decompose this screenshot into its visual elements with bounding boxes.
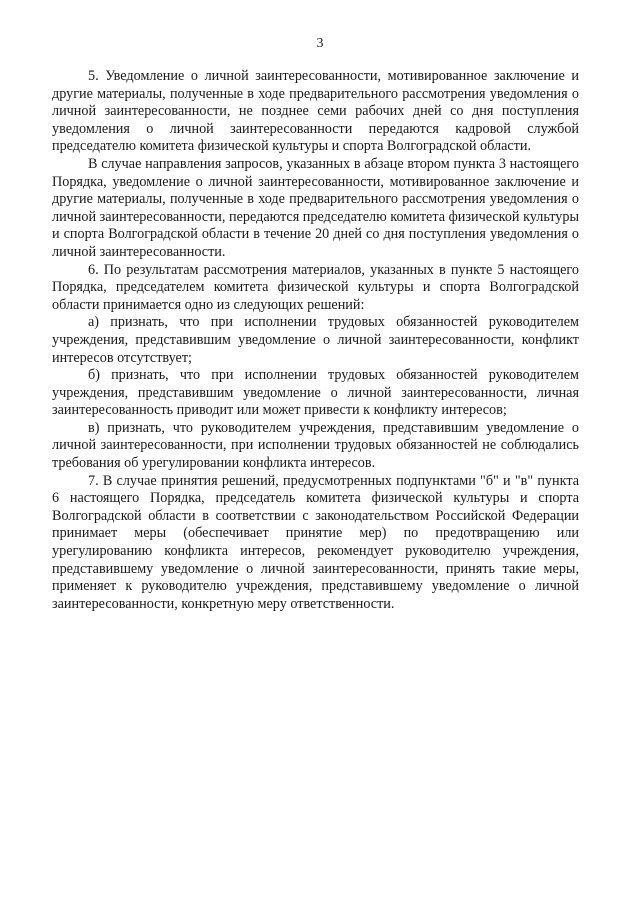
document-body bbox=[52, 68, 579, 613]
paragraph-item-7: 7. В случае принятия решений, предусмотренных подпунктами "б" и "в" пункта 6 настоящего Порядка, председатель комитета физической культуры и спорта Волгоградской области в соответствии с законодательством Российской Федерации принимает меры (обеспечивает принятие мер) по предотвращению или урегулированию конфликта интересов, рекомендует руководителю учреждения, представившему уведомление о личной заинтересованности, принять такие меры, применяет к руководителю учреждения, представившему уведомление о личной заинтересованности, конкретную меру ответственности. bbox=[52, 472, 579, 612]
paragraph-item-5: 5. Уведомление о личной заинтересованности, мотивированное заключение и другие материалы, полученные в ходе предварительного рассмотрения уведомления о личной заинтересованности, не позднее семи рабочих дней со дня поступления уведомления о личной заинтересованности передаются кадровой службой председателю комитета физической культуры и спорта Волгоградской области. bbox=[52, 68, 579, 155]
paragraph-requests-case: В случае направления запросов, указанных в абзаце втором пункта 3 настоящего Порядка, уведомление о личной заинтересованности, мотивированное заключение и другие материалы, полученные в ходе предварительного рассмотрения уведомления о личной заинтересованности, передаются председателю комитета физической культуры и спорта Волгоградской области в течение 20 дней со дня поступления уведомления о личной заинтересованности. bbox=[52, 155, 579, 260]
paragraph-decision-b: б) признать, что при исполнении трудовых обязанностей руководителем учреждения, представившим уведомление о личной заинтересованности, личная заинтересованность приводит или может привести к конфликту интересов; bbox=[52, 367, 579, 419]
page-number: 3 bbox=[316, 36, 324, 51]
paragraph-decision-a: а) признать, что при исполнении трудовых обязанностей руководителем учреждения, представившим уведомление о личной заинтересованности, конфликт интересов отсутствует; bbox=[52, 314, 579, 366]
paragraph-decision-c: в) признать, что руководителем учреждения, представившим уведомление о личной заинтересованности, при исполнении трудовых обязанностей не соблюдались требования об урегулировании конфликта интересов. bbox=[52, 419, 579, 472]
paragraph-item-6: 6. По результатам рассмотрения материалов, указанных в пункте 5 настоящего Порядка, председателем комитета физической культуры и спорта Волгоградской области принимается одно из следующих решений: bbox=[52, 261, 579, 313]
